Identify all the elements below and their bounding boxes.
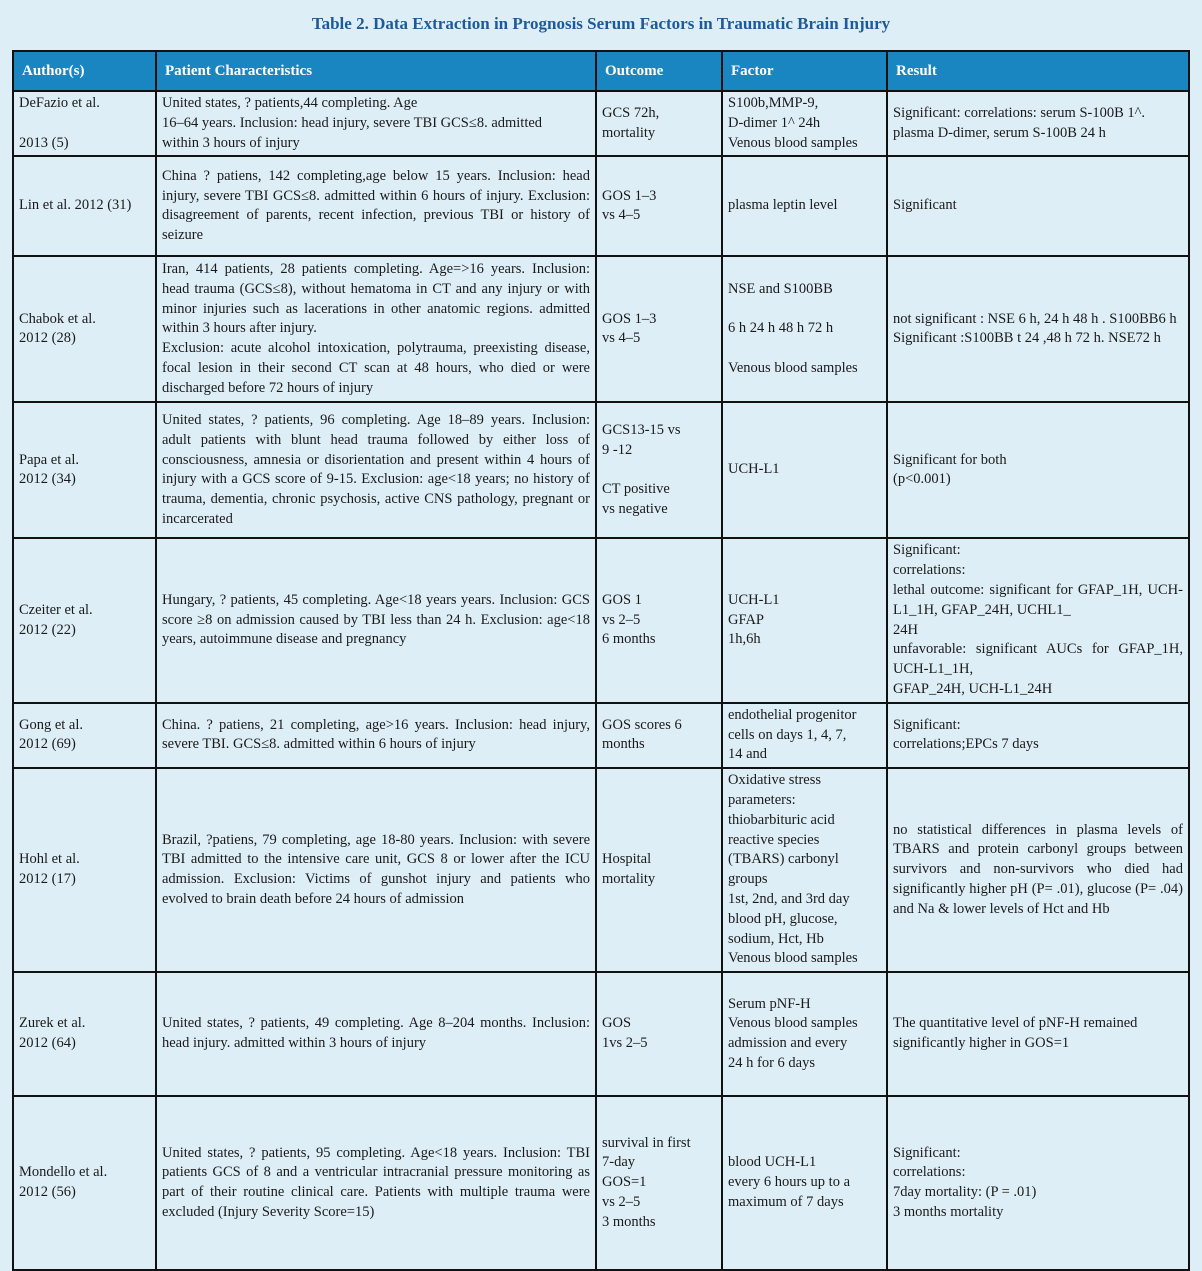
cell-line: UCH-L1 [728,461,780,478]
cell-line: 3 months mortality [893,1203,1004,1220]
cell-factor [722,1096,887,1270]
cell-line: GOS scores 6 [602,716,682,733]
cell-factor [722,768,887,972]
cell-outcome [596,703,722,768]
cell-line: GOS 1 [602,591,642,608]
cell-line: D-dimer 1^ 24h [728,114,821,131]
cell-line: mortality [602,124,656,141]
cell-line: 2013 (5) [19,134,69,151]
cell-line: Iran, 414 patients, 28 patients completing. Age=>16 years. Inclusion: head trauma (GCS≤8), without hematoma in CT and any injury or with minor injuries such as lacerations in other anatomic regions. admitted within 3 hours after injury. [162,261,590,337]
cell-line: vs 2–5 [602,1194,641,1211]
cell-result [887,538,1189,702]
cell-line: vs negative [602,501,668,518]
cell-line [602,460,716,480]
cell-outcome [596,768,722,972]
table-row [13,402,1189,538]
header-outcome: Outcome [596,51,722,91]
cell-factor [722,538,887,702]
cell-factor [722,972,887,1096]
cell-line: GOS 1–3 [602,310,657,327]
cell-line [19,114,150,134]
cell-line: 7-day [602,1154,636,1171]
cell-line [728,339,881,359]
cell-line: 9 -12 [602,441,633,458]
cell-line: sodium, Hct, Hb [728,930,824,947]
cell-patient-characteristics [156,538,596,702]
cell-line: 24 h for 6 days [728,1054,815,1071]
cell-result [887,1096,1189,1270]
cell-factor [722,156,887,256]
cell-line: Venous blood samples [728,1015,858,1032]
cell-patient-characteristics [156,256,596,402]
cell-outcome [596,402,722,538]
cell-outcome [596,1096,722,1270]
cell-outcome [596,972,722,1096]
cell-line: parameters: [728,791,796,808]
cell-factor [722,256,887,402]
cell-line: 2012 (64) [19,1035,76,1052]
cell-result [887,91,1189,156]
table-title: Table 2. Data Extraction in Prognosis Serum Factors in Traumatic Brain Injury [311,14,891,33]
cell-line: Significant: [893,542,961,559]
cell-line: survival in first [602,1134,691,1151]
cell-line: 16–64 years. Inclusion: head injury, severe TBI GCS≤8. admitted [162,114,543,131]
cell-line: 6 months [602,631,656,648]
cell-line: Hungary, ? patients, 45 completing. Age<18 years years. Inclusion: GCS score ≥8 on admission caused by TBI less than 24 h. Exclusion: age<18 years, autoimmune disease and pregnancy [162,591,590,648]
cell-line: 2012 (28) [19,330,76,347]
cell-line: 2012 (69) [19,736,76,753]
cell-line: 14 and [728,746,768,763]
cell-line: Papa et al. [19,451,79,468]
cell-author [13,703,156,768]
cell-line: (TBARS) carbonyl [728,851,839,868]
cell-author [13,156,156,256]
cell-line: GCS 72h, [602,104,660,121]
cell-line: 2012 (17) [19,871,76,888]
cell-result [887,972,1189,1096]
cell-line: Gong et al. [19,716,84,733]
cell-line: Significant: correlations: serum S-100B 1^. [893,104,1146,121]
cell-line: lethal outcome: significant for GFAP_1H, UCH-L1_1H, GFAP_24H, UCHL1_ [893,581,1183,618]
cell-patient-characteristics [156,972,596,1096]
table-row [13,91,1189,156]
cell-line: Hospital [602,851,652,868]
table-row [13,768,1189,972]
cell-line: China ? patiens, 142 completing,age below 15 years. Inclusion: head injury, severe TBI GCS≤8. admitted within 6 hours of injury. Exclusion: disagreement of parents, recent infection, previous TBI or history of seizure [162,167,590,244]
cell-line: significantly higher in GOS=1 [893,1035,1070,1052]
cell-result [887,402,1189,538]
cell-line: vs 2–5 [602,611,641,628]
cell-line: GFAP [728,611,764,628]
cell-line: Venous blood samples [728,134,858,151]
cell-line: Hohl et al. [19,851,80,868]
header-factor: Factor [722,51,887,91]
cell-author [13,402,156,538]
cell-line: United states, ? patients,44 completing. Age [162,95,418,111]
cell-line: GOS=1 [602,1174,647,1191]
cell-line: Exclusion: acute alcohol intoxication, polytrauma, preexisting disease, focal lesion in their second CT scan at 48 hours, who died or were discharged before 72 hours of injury [162,340,590,396]
cell-line: within 3 hours of injury [162,134,300,151]
cell-line: 2012 (56) [19,1184,76,1201]
cell-author [13,972,156,1096]
cell-line: thiobarbituric acid [728,811,835,828]
cell-line: Venous blood samples [728,360,858,377]
table-row [13,538,1189,702]
cell-result [887,768,1189,972]
cell-outcome [596,91,722,156]
cell-line: admission and every [728,1035,848,1052]
cell-line: 2012 (34) [19,471,76,488]
cell-line: Lin et al. 2012 (31) [19,197,132,214]
cell-line: vs 4–5 [602,207,641,224]
cell-line: mortality [602,871,656,888]
cell-line: 7day mortality: (P = .01) [893,1184,1037,1201]
table-row [13,1096,1189,1270]
cell-line: not significant : NSE 6 h, 24 h 48 h . S100BB6 h [893,310,1177,327]
cell-line: unfavorable: significant AUCs for GFAP_1H, UCH-L1_1H, [893,641,1183,678]
cell-result [887,703,1189,768]
cell-line: maximum of 7 days [728,1194,844,1211]
table-row [13,703,1189,768]
cell-line: Mondello et al. [19,1164,108,1181]
header-row [13,51,1189,91]
cell-line: 1h,6h [728,631,761,648]
cell-line: UCH-L1 [728,591,780,608]
cell-line: United states, ? patients, 49 completing. Age 8–204 months. Inclusion: head injury. admitted within 3 hours of injury [162,1015,590,1052]
cell-line: United states, ? patients, 95 completing. Age<18 years. Inclusion: TBI patients GCS of 8 and a ventricular intracranial pressure monitoring as part of their routine clinical care. Patients with multiple trauma were excluded (Injury Severity Score=15) [162,1144,590,1220]
cell-line: blood pH, glucose, [728,910,838,927]
cell-line: plasma leptin level [728,197,838,214]
header-patient-characteristics: Patient Characteristics [156,51,596,91]
cell-line: Czeiter et al. [19,601,93,618]
cell-line: Oxidative stress [728,772,822,789]
cell-line: correlations: [893,1164,966,1181]
cell-patient-characteristics [156,703,596,768]
cell-line: Serum pNF-H [728,995,811,1012]
cell-line: months [602,736,645,753]
cell-line: Significant: [893,1144,961,1161]
table-row [13,156,1189,256]
cell-patient-characteristics [156,91,596,156]
cell-author [13,256,156,402]
cell-line: Venous blood samples [728,950,858,967]
cell-line: (p<0.001) [893,471,951,488]
cell-line: NSE and S100BB [728,280,833,297]
cell-patient-characteristics [156,402,596,538]
cell-outcome [596,156,722,256]
table-row [13,972,1189,1096]
cell-line: Zurek et al. [19,1015,86,1032]
cell-line: groups [728,871,768,888]
cell-line: China. ? patiens, 21 completing, age>16 years. Inclusion: head injury, severe TBI. GCS≤8. admitted within 6 hours of injury [162,716,590,753]
cell-line: plasma D-dimer, serum S-100B 24 h [893,124,1106,141]
cell-line: reactive species [728,831,820,848]
table-row [13,256,1189,402]
cell-outcome [596,538,722,702]
cell-line: endothelial progenitor [728,706,857,723]
cell-factor [722,703,887,768]
cell-author [13,768,156,972]
cell-patient-characteristics [156,768,596,972]
cell-line: 3 months [602,1213,656,1230]
cell-line: S100b,MMP-9, [728,95,819,111]
cell-author [13,1096,156,1270]
cell-line: GOS [602,1015,632,1032]
cell-line: 6 h 24 h 48 h 72 h [728,320,834,337]
cell-line: no statistical differences in plasma levels of TBARS and protein carbonyl groups between survivors and non-survivors who died had significantly higher pH (P= .01), glucose (P= .04) and Na & lower levels of Hct and Hb [893,821,1183,917]
header-author: Author(s) [13,51,156,91]
cell-line: 1st, 2nd, and 3rd day [728,890,850,907]
cell-result [887,156,1189,256]
cell-line: Significant: [893,716,961,733]
header-result: Result [887,51,1189,91]
cell-line: Significant for both [893,451,1007,468]
cell-patient-characteristics [156,1096,596,1270]
data-extraction-table [12,50,1190,1271]
cell-line: GFAP_24H, UCH-L1_24H [893,680,1053,697]
cell-line: The quantitative level of pNF-H remained [893,1015,1138,1032]
cell-line: Significant [893,197,957,214]
cell-factor [722,402,887,538]
cell-patient-characteristics [156,156,596,256]
cell-line: Significant :S100BB t 24 ,48 h 72 h. NSE72 h [893,330,1161,347]
cell-factor [722,91,887,156]
cell-line: United states, ? patients, 96 completing. Age 18–89 years. Inclusion: adult patients with blunt head trauma followed by either loss of consciousness, amnesia or disorientation and present within 4 hours of injury with a GCS score of 9-15. Exclusion: age<18 years; no history of trauma, dementia, chronic psychosis, active CNS pathology, pregnant or incarcerated [162,412,590,527]
cell-line: Chabok et al. [19,310,96,327]
cell-line: 1vs 2–5 [602,1035,648,1052]
cell-result [887,256,1189,402]
cell-line: blood UCH-L1 [728,1154,817,1171]
cell-line: correlations: [893,562,966,579]
cell-line [728,300,881,320]
cell-author [13,538,156,702]
cell-line: 2012 (22) [19,621,76,638]
cell-line: correlations;EPCs 7 days [893,736,1039,753]
cell-line: DeFazio et al. [19,95,100,111]
cell-line: vs 4–5 [602,330,641,347]
cell-line: CT positive [602,481,670,498]
cell-line: every 6 hours up to a [728,1174,851,1191]
cell-line: GOS 1–3 [602,187,657,204]
cell-line: cells on days 1, 4, 7, [728,726,847,743]
cell-outcome [596,256,722,402]
cell-line: Brazil, ?patiens, 79 completing, age 18-80 years. Inclusion: with severe TBI admitted to the intensive care unit, GCS 8 or lower after the ICU admission. Exclusion: Victims of gunshot injury and patients who evolved to brain death before 24 hours of admission [162,831,590,907]
cell-author [13,91,156,156]
cell-line: 24H [893,621,918,638]
cell-line: GCS13-15 vs [602,421,681,438]
